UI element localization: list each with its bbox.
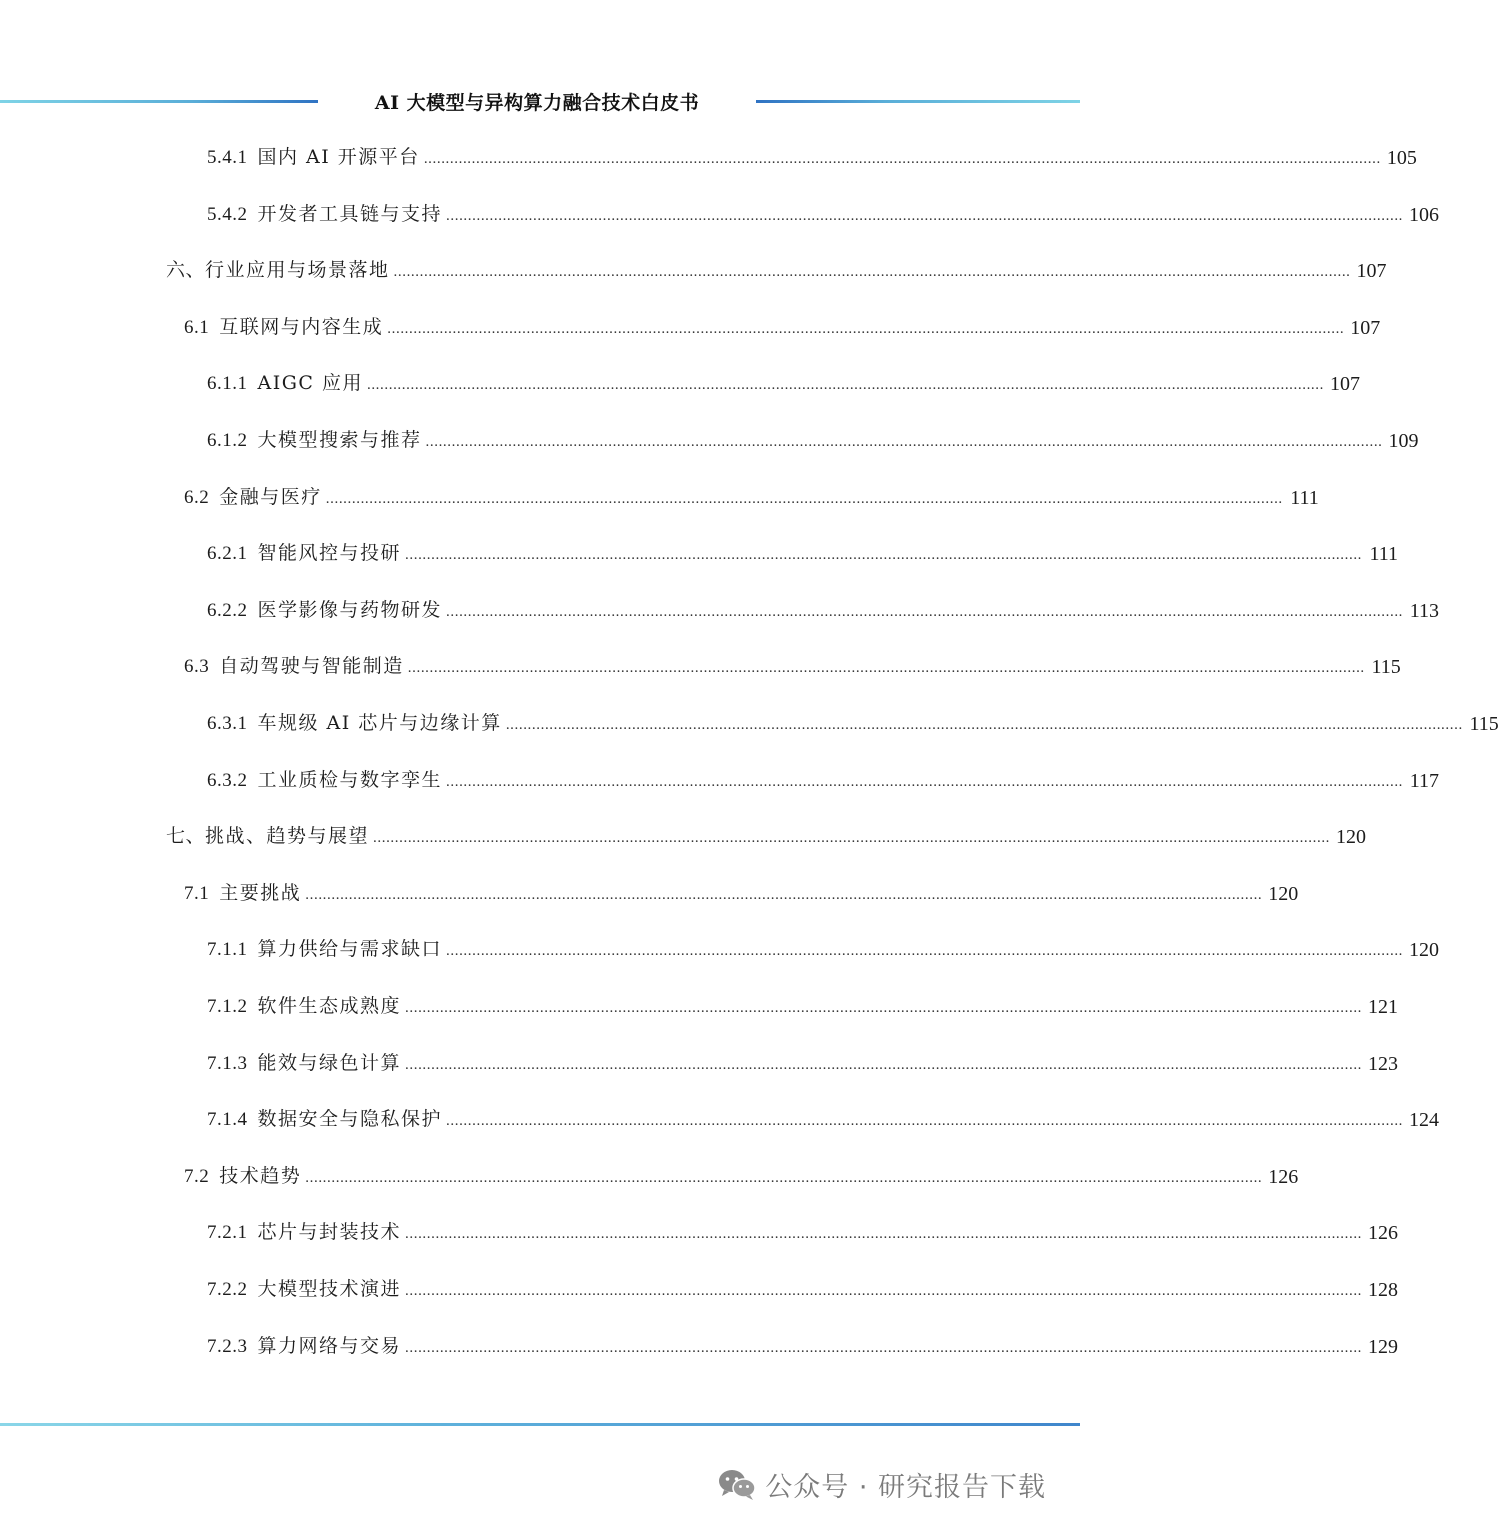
toc-entry-number: 6.3 [184,656,210,678]
toc-dot-leader: ............................................................................................................................................................................................................................ [423,151,1381,167]
toc-entry-number: 7.2 [184,1165,210,1187]
toc-entry-page: 107 [1350,316,1381,339]
toc-dot-leader: ............................................................................................................................................................................................................................ [405,1056,1363,1073]
watermark [717,1462,1046,1506]
toc-entry-page: 105 [1386,147,1417,169]
toc-entry-page: 107 [1356,260,1387,283]
toc-entry-number: 6.2 [184,486,210,508]
toc-entry-number: 6.1.2 [207,430,248,451]
toc-entry-page: 121 [1368,996,1399,1018]
toc-entry[interactable] [184,481,1319,515]
toc-entry-number: 7.2.3 [207,1335,248,1357]
toc-entry-page: 106 [1409,203,1440,226]
toc-entry-label [207,1329,401,1364]
toc-entry-label [207,706,502,741]
toc-entry-number: 6.1 [184,316,210,338]
toc-entry-label [166,253,390,288]
toc-dot-leader: ............................................................................................................................................................................................................................ [446,603,1404,620]
toc-entry-number: 7.2.2 [207,1279,248,1300]
toc-entry-number: 七、 [166,826,206,848]
toc-entry-page: 120 [1409,939,1440,962]
toc-dot-leader: ............................................................................................................................................................................................................................ [325,490,1283,507]
toc-dot-leader: ............................................................................................................................................................................................................................ [446,1113,1404,1130]
toc-entry-title: 国内 AI 开源平台 [257,146,420,168]
toc-entry-title: 数据安全与隐私保护 [257,1108,443,1131]
toc-entry[interactable] [166,820,1367,854]
toc-entry-page: 109 [1388,430,1419,452]
toc-dot-leader: ............................................................................................................................................................................................................................ [305,886,1263,903]
toc-entry[interactable] [207,990,1399,1024]
toc-entry[interactable] [207,594,1440,628]
toc-entry-number: 6.2.1 [207,543,248,565]
toc-entry-page: 129 [1368,1335,1399,1358]
toc-entry-label [207,536,401,571]
toc-entry-label [184,876,301,911]
header-rule-right [756,100,1080,103]
toc-entry-title: 主要挑战 [219,881,302,904]
toc-entry-title: 技术趋势 [219,1164,302,1187]
toc-entry-title: 芯片与封装技术 [257,1221,402,1244]
toc-entry-label [184,480,322,515]
toc-dot-leader: ............................................................................................................................................................................................................................ [366,377,1324,394]
toc-dot-leader: ............................................................................................................................................................................................................................ [405,1339,1363,1356]
toc-entry-label [207,197,442,232]
wechat-icon [717,1467,757,1501]
toc-dot-leader: ............................................................................................................................................................................................................................ [425,434,1383,450]
toc-dot-leader: ............................................................................................................................................................................................................................ [446,207,1404,224]
toc-entry[interactable] [207,198,1440,232]
toc-entry-page: 115 [1371,656,1401,679]
toc-entry[interactable] [207,1216,1399,1250]
footer-rule [0,1423,1080,1426]
toc-entry[interactable] [166,254,1387,288]
toc-entry[interactable] [207,141,1417,175]
toc-entry-title: AIGC 应用 [257,372,363,395]
toc-entry-title: 大模型搜索与推荐 [257,429,422,451]
toc-entry-label [166,819,369,854]
toc-entry-page: 115 [1469,713,1499,735]
toc-dot-leader: ............................................................................................................................................................................................................................ [405,1000,1363,1016]
toc-entry-number: 6.3.2 [207,769,248,791]
toc-dot-leader: ............................................................................................................................................................................................................................ [407,660,1365,677]
toc-entry-label [207,1215,401,1250]
toc-entry-number: 5.4.1 [207,147,248,168]
toc-entry[interactable] [184,311,1381,345]
toc-entry-title: 医学影像与药物研发 [257,598,443,621]
toc-entry[interactable] [184,650,1401,684]
toc-dot-leader: ............................................................................................................................................................................................................................ [505,717,1463,733]
toc-entry-page: 126 [1268,1165,1299,1188]
toc-entry-label [207,423,422,458]
toc-dot-leader: ............................................................................................................................................................................................................................ [405,1226,1363,1243]
toc-entry-number: 7.1.2 [207,996,248,1017]
toc-entry-label [207,932,442,967]
toc-entry-page: 117 [1409,769,1440,792]
header-rule-left [0,100,318,103]
toc-entry-label [207,1046,401,1081]
toc-entry-title: 车规级 AI 芯片与边缘计算 [257,712,502,734]
toc-entry-label [207,1272,401,1307]
toc-entry-page: 120 [1336,826,1367,849]
toc-entry[interactable] [184,877,1299,911]
toc-entry-title: 能效与绿色计算 [257,1051,402,1074]
toc-entry-page: 111 [1369,543,1399,566]
toc-entry-page: 126 [1368,1222,1399,1245]
toc-entry-title: 开发者工具链与支持 [257,202,443,225]
toc-entry-number: 7.1.1 [207,939,248,961]
toc-entry-label [207,593,442,628]
toc-entry-title: 行业应用与场景落地 [205,259,390,282]
toc-entry-number: 六、 [166,260,206,282]
toc-entry-title: 工业质检与数字孪生 [257,768,443,791]
toc-entry-title: 金融与医疗 [219,485,322,508]
page-header-title: AI 大模型与异构算力融合技术白皮书 [374,92,700,114]
toc-dot-leader: ............................................................................................................................................................................................................................ [393,264,1351,281]
toc-entry[interactable] [207,537,1399,571]
toc-dot-leader: ............................................................................................................................................................................................................................ [405,547,1363,564]
toc-entry-label [207,366,363,401]
toc-entry[interactable] [207,707,1499,741]
toc-entry-number: 6.2.2 [207,599,248,621]
toc-entry[interactable] [184,1160,1299,1194]
toc-entry-number: 5.4.2 [207,203,248,225]
toc-entry-number: 7.1 [184,882,210,904]
toc-entry-number: 7.2.1 [207,1222,248,1244]
toc-entry-label [184,310,383,345]
toc-entry-title: 大模型技术演进 [257,1278,402,1300]
toc-entry[interactable] [207,933,1440,967]
toc-entry-label [207,763,442,798]
toc-entry-title: 算力网络与交易 [257,1334,402,1357]
toc-dot-leader: ............................................................................................................................................................................................................................ [373,830,1331,847]
toc-dot-leader: ............................................................................................................................................................................................................................ [446,943,1404,960]
toc-entry-page: 111 [1290,486,1319,509]
toc-entry[interactable] [207,1047,1399,1081]
toc-entry-number: 6.3.1 [207,713,248,734]
toc-dot-leader: ............................................................................................................................................................................................................................ [387,320,1345,337]
toc-entry-title: 软件生态成熟度 [257,995,402,1017]
toc-entry[interactable] [207,1273,1399,1307]
toc-dot-leader: ............................................................................................................................................................................................................................ [446,773,1404,790]
toc-entry-page: 123 [1368,1052,1399,1075]
toc-entry-page: 107 [1329,373,1360,396]
toc-entry-title: 智能风控与投研 [257,542,402,565]
toc-entry-number: 7.1.3 [207,1052,248,1074]
toc-entry-page: 128 [1368,1279,1399,1301]
toc-entry-label [207,989,401,1024]
watermark-text: 公众号 · 研究报告下载 [765,1471,1046,1503]
toc-entry-title: 自动驾驶与智能制造 [219,655,404,678]
toc-entry[interactable] [207,367,1360,401]
toc-entry[interactable] [207,764,1440,798]
toc-dot-leader: ............................................................................................................................................................................................................................ [305,1169,1263,1186]
toc-entry-page: 124 [1409,1109,1440,1132]
toc-entry-title: 算力供给与需求缺口 [257,938,443,961]
toc-dot-leader: ............................................................................................................................................................................................................................ [405,1283,1363,1299]
toc-entry-label [184,649,404,684]
toc-entry-title: 挑战、趋势与展望 [205,825,370,848]
toc-entry-number: 6.1.1 [207,373,248,395]
toc-entry-label [207,140,420,175]
toc-entry-page: 120 [1268,882,1299,905]
toc-entry-label [207,1102,442,1137]
toc-entry-label [184,1159,301,1194]
toc-entry[interactable] [207,1330,1399,1364]
toc-entry-page: 113 [1409,599,1440,622]
toc-entry-number: 7.1.4 [207,1109,248,1131]
toc-entry-title: 互联网与内容生成 [219,315,384,338]
toc-entry[interactable] [207,1103,1440,1137]
toc-entry[interactable] [207,424,1419,458]
